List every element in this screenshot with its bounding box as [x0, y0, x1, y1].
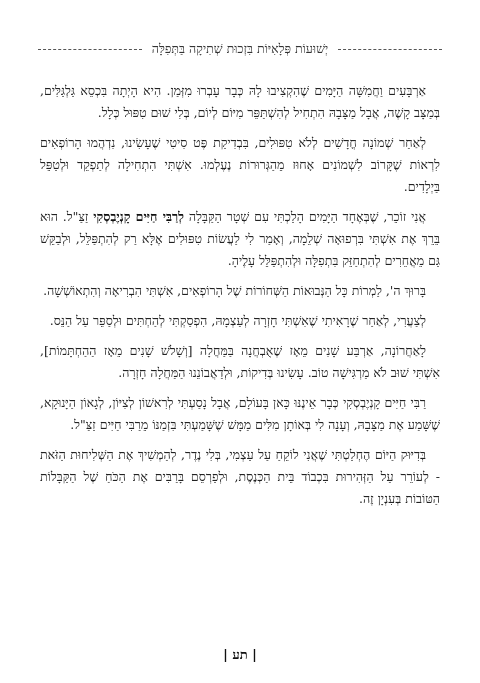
header-dash-left — [38, 49, 142, 50]
body-text — [40, 80, 440, 627]
header-title: יְשׁוּעוֹת פְּלָאִיּוֹת בִּזְכוּת שְׁתִיקָה בַּתְּפִלָּה — [151, 41, 329, 56]
paragraph-6: לָאַחֲרוֹנָה, אַרְבַּע שָׁנִים מֵאָז שֶׁאֻבְחֲנָה בַּמַּחֲלָה [וְשָׁלֹשׁ שָׁנִים מֵאָז הַהַחְתָּמוֹת], אִשְׁתִּי שׁוּב לֹא מַרְגִּישָׁה טוֹב. עָשִׂינוּ בְּדִיקוֹת, וּלְדַאֲבוֹנֵנוּ הַמַּחֲלָה חָזְרָה. — [40, 343, 440, 380]
header-dash-right — [338, 49, 442, 50]
page-number: | תע | — [223, 648, 257, 663]
paragraph-2: לְאַחַר שְׁמוֹנָה חֳדָשִׁים לְלֹא טִפּוּלִים, בִּבְדִיקַת פֶּט סִיטִי שֶׁעָשִׂינוּ, נִדְהֲמוּ הָרוֹפְאִים לִרְאוֹת שֶׁקָּרוֹב לִשְׁמוֹנִים אָחוּז מֵהַגְּרוּרוֹת נֶעֶלְמוּ. אִשְׁתִּי הִתְחִילָה לְתַפְקֵד וּלְטַפֵּל בַּיְלָדִים. — [40, 135, 440, 194]
paragraph-1: אַרְבָּעִים וַחֲמִשָּׁה הַיָּמִים שֶׁהִקְצִיבוּ לָהּ כְּבָר עָבְרוּ מִזְּמַן. הִיא הָיְתָה בִּכְסֵא גַּלְגַּלִּים, בְּמַצָּב קָשֶׁה, אֲבָל מַצָּבָהּ הִתְחִיל לְהִשְׁתַּפֵּר מִיּוֹם לְיוֹם, בְּלִי שׁוּם טִפּוּל כְּלָל. — [40, 83, 440, 120]
running-header — [38, 40, 442, 58]
paragraph-4: בָּרוּךְ ה', לַמְרוֹת כָּל הַנְּבוּאוֹת הַשְּׁחוֹרוֹת שֶׁל הָרוֹפְאִים, אִשְׁתִּי הִבְרִיאָה וְהִתְאוֹשְׁשָׁה. — [43, 283, 426, 298]
rabbi-name-bold: לְרַבִּי חַיִּים קָנְיֶבְסְקִי — [93, 209, 184, 224]
paragraph-3-post: זַצַּ"ל. הוּא בֵּרֵךְ אֶת אִשְׁתִּי בִּרְפוּאָה שְׁלֵמָה, וְאָמַר לִי לַעֲשׂוֹת טִפּוּלִים אֶלָּא רַק לְהִתְפַּלֵּל, וּלְבַקֵּשׁ גַּם מֵאֲחֵרִים לְהִתְחַזֵּק בִּתְפִלָּה וּלְהִתְפַּלֵּל עָלֶיהָ. — [40, 209, 440, 268]
paragraph-3 — [40, 206, 440, 272]
paragraph-7: רַבִּי חַיִּים קָנְיֶבְסְקִי כְּבָר אֵינֶנּוּ כָּאן בָּעוֹלָם, אֲבָל נָסַעְתִּי לְרִאשׁוֹן לְצִיּוֹן, לְגָאוֹן הַיָּנוּקָא, שֶׁשָּׁמַע אֶת מַצָּבָהּ, וְעָנָה לִי בְּאוֹתָן מִלִּים מַמָּשׁ שֶׁשָּׁמַעְתִּי בִּזְמַנּוֹ מֵרַבִּי חַיִּים זַצַּ"ל. — [40, 395, 440, 432]
paragraph-8: בְּדִיּוּק הַיּוֹם הֶחְלַטְתִּי שֶׁאֲנִי לוֹקֵחַ עַל עַצְמִי, בְּלִי נֶדֶר, לְהַמְשִׁיךְ אֶת הַשְּׁלִיחוּת הַזֹּאת - לְעוֹרֵר עַל הַזְּהִירוּת בִּכְבוֹד בֵּית הַכְּנֶסֶת, וּלְפַרְסֵם בָּרַבִּים אֶת הַכֹּחַ שֶׁל הַקַּבָּלוֹת הַטּוֹבוֹת בְּעִנְיָן זֶה. — [40, 447, 440, 506]
paragraph-3-pre: אֲנִי זוֹכֵר, שֶׁבְּאֶחָד הַיָּמִים הָלַכְתִּי עִם שְׁטָר הַקַּבָּלָה — [184, 209, 426, 224]
paragraph-5: לְצַעֲרִי, לְאַחַר שֶׁרָאִיתִי שֶׁאִשְׁתִּי חָזְרָה לְעַצְמָהּ, הִפְסַקְתִּי לְהַחְתִּים וּלְסַפֵּר עַל הַנֵּס. — [49, 313, 426, 328]
